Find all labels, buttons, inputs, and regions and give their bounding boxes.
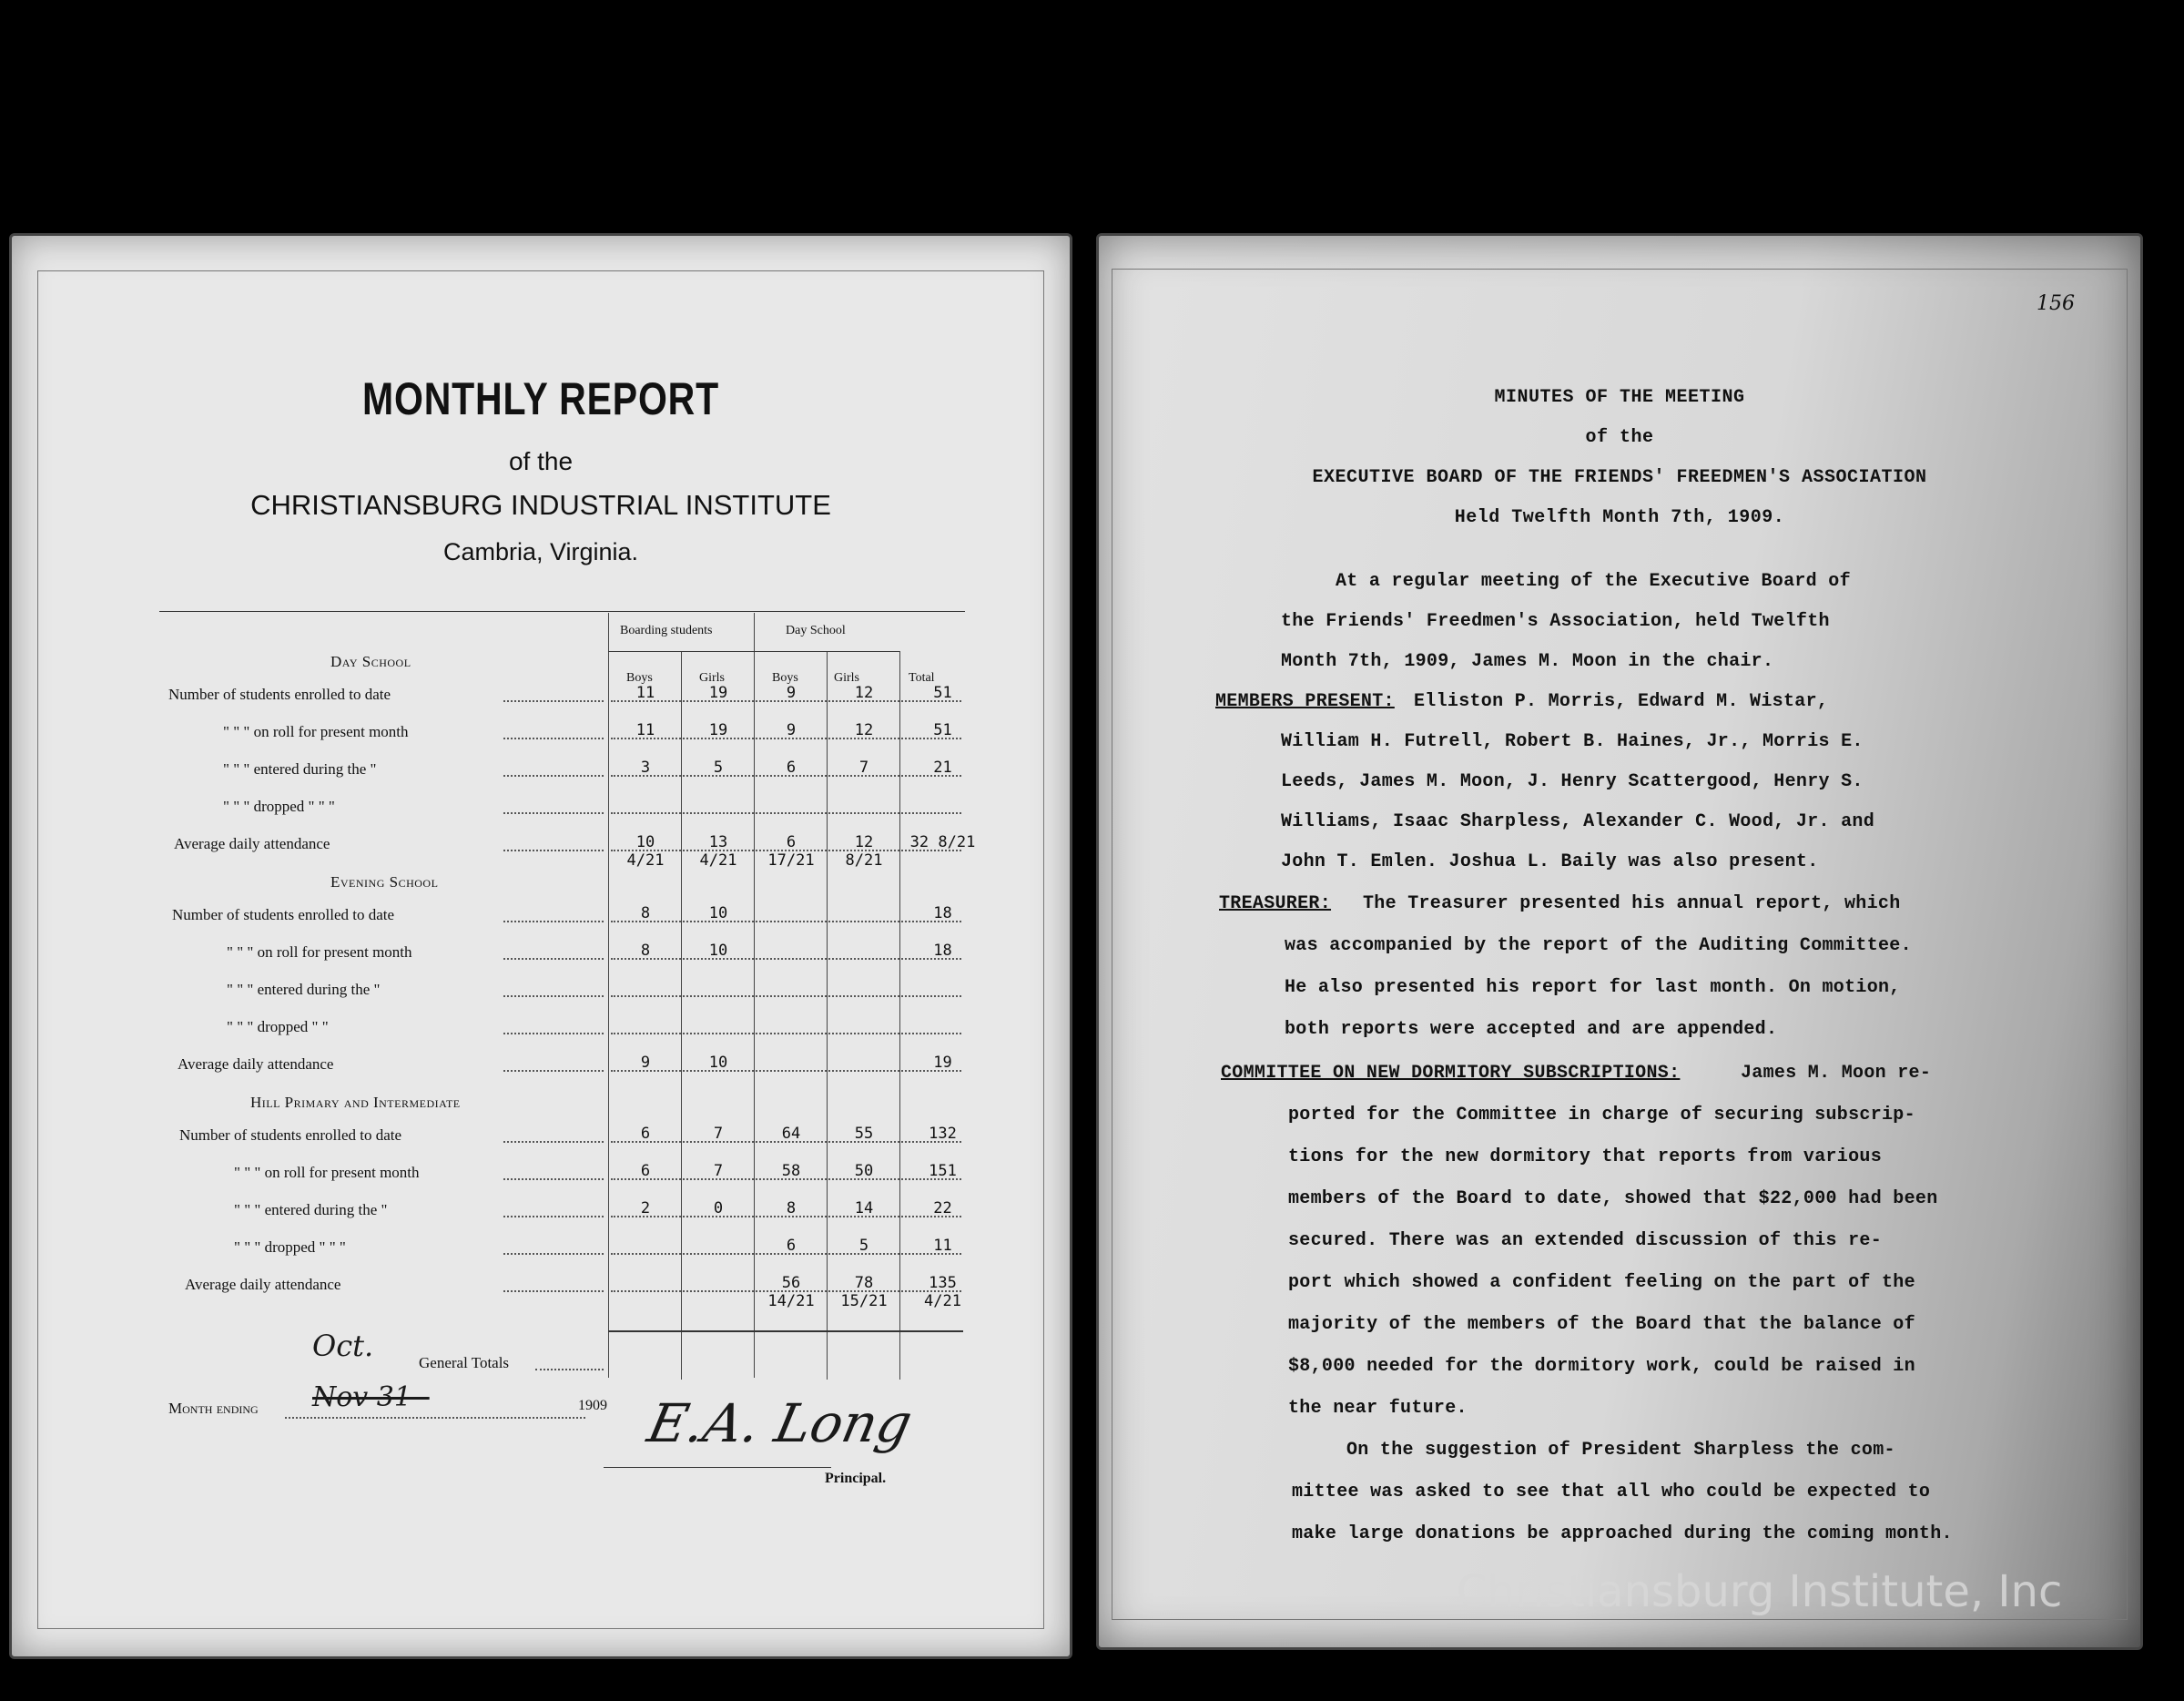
- cell-value: 51: [933, 684, 952, 702]
- row-label: Average daily attendance: [178, 1055, 334, 1073]
- members-present-label: MEMBERS PRESENT:: [1215, 691, 1395, 712]
- row-label: " " " entered during the ": [227, 981, 381, 998]
- report-title: MONTHLY REPORT: [362, 373, 719, 424]
- intro-line: Month 7th, 1909, James M. Moon in the chair.: [1281, 651, 1774, 672]
- header-boarding-students: Boarding students: [620, 624, 713, 637]
- group-header-rule: [608, 651, 899, 652]
- cell-value: 11: [933, 1237, 952, 1255]
- treasurer-line: was accompanied by the report of the Auditing Committee.: [1285, 935, 1912, 956]
- cell-value: 151: [929, 1162, 957, 1180]
- institute-location: Cambria, Virginia.: [442, 538, 639, 565]
- cell-value: 56 14/21: [767, 1274, 815, 1310]
- suggestion-line: make large donations be approached during the coming month.: [1292, 1523, 1953, 1544]
- cell-value: 132: [929, 1125, 957, 1143]
- cell-value: 6: [786, 1237, 797, 1255]
- cell-value: 0: [713, 1199, 724, 1217]
- minutes-board-name: EXECUTIVE BOARD OF THE FRIENDS' FREEDMEN'S ASSOCIATION: [1312, 467, 1927, 488]
- cell-value: 50: [854, 1162, 874, 1180]
- month-correction: Oct.: [312, 1329, 374, 1363]
- cell-value: 7: [713, 1125, 724, 1143]
- minutes-of-the: of the: [1585, 427, 1654, 448]
- cell-value: 78 15/21: [840, 1274, 888, 1310]
- year-printed: 1909: [578, 1398, 607, 1413]
- dot-leader: [503, 1141, 604, 1143]
- cell-value: 51: [933, 721, 952, 739]
- section-title: Day School: [330, 653, 411, 670]
- cell-value: 6: [640, 1162, 651, 1180]
- cell-value: 3: [640, 759, 651, 777]
- month-written: Nov 31 -: [312, 1381, 430, 1413]
- cell-value: 12 8/21: [845, 833, 883, 870]
- section-title: Hill Primary and Intermediate: [250, 1094, 461, 1111]
- cell-value: 7: [713, 1162, 724, 1180]
- row-label: " " " dropped " " ": [234, 1238, 346, 1256]
- members-line: William H. Futrell, Robert B. Haines, Jr., Morris E.: [1281, 731, 1864, 752]
- committee-line: the near future.: [1288, 1398, 1468, 1419]
- minutes-page: [1096, 233, 2143, 1650]
- watermark: Christiansburg Institute, Inc: [1457, 1566, 2063, 1617]
- cell-value: 7: [858, 759, 869, 777]
- cell-value: 9: [786, 721, 797, 739]
- cell-value: 11: [635, 721, 655, 739]
- row-label: Number of students enrolled to date: [168, 686, 391, 703]
- row-label: " " " on roll for present month: [234, 1164, 420, 1181]
- cell-value: 12: [854, 684, 874, 702]
- committee-line: majority of the members of the Board that the balance of: [1288, 1314, 1915, 1335]
- cell-value: 5: [713, 759, 724, 777]
- page-number: 156: [2037, 292, 2075, 315]
- totals-rule: [608, 1330, 963, 1332]
- treasurer-line: The Treasurer presented his annual report, which: [1363, 893, 1901, 914]
- committee-line: secured. There was an extended discussion of this re-: [1288, 1230, 1883, 1251]
- row-label: Average daily attendance: [185, 1276, 341, 1293]
- cell-value: 14: [854, 1199, 874, 1217]
- minutes-date: Held Twelfth Month 7th, 1909.: [1454, 507, 1785, 528]
- dot-leader: [535, 1369, 604, 1370]
- cell-value: 64: [781, 1125, 801, 1143]
- members-line: John T. Emlen. Joshua L. Baily was also present.: [1281, 851, 1819, 872]
- cell-value: 22: [933, 1199, 952, 1217]
- principal-label: Principal.: [825, 1471, 887, 1486]
- col-divider: [899, 651, 900, 1380]
- row-label: " " " entered during the ": [234, 1201, 388, 1218]
- cell-value: 18: [933, 904, 952, 922]
- cell-value: 9: [640, 1054, 651, 1072]
- cell-value: 135 4/21: [924, 1274, 961, 1310]
- intro-line: At a regular meeting of the Executive Board of: [1336, 571, 1851, 592]
- dot-leader: [503, 1290, 604, 1292]
- treasurer-line: both reports were accepted and are appended.: [1285, 1019, 1778, 1040]
- cell-value: 10: [708, 904, 728, 922]
- row-label: Number of students enrolled to date: [172, 906, 395, 923]
- dot-leader: [285, 1417, 585, 1419]
- cell-value: 9: [786, 684, 797, 702]
- committee-line: members of the Board to date, showed that $22,000 had been: [1288, 1188, 1938, 1209]
- institute-name: CHRISTIANSBURG INDUSTRIAL INSTITUTE: [250, 489, 831, 521]
- dot-leader: [503, 738, 604, 739]
- report-of-the: of the: [508, 447, 574, 475]
- table-top-rule: [159, 611, 965, 612]
- row-label: " " " on roll for present month: [223, 723, 409, 740]
- cell-value: 8: [640, 904, 651, 922]
- col-divider: [827, 651, 828, 1380]
- treasurer-line: He also presented his report for last month. On motion,: [1285, 977, 1901, 998]
- committee-line: ported for the Committee in charge of securing subscrip-: [1288, 1105, 1915, 1126]
- header-girls: Girls: [834, 671, 859, 685]
- cell-value: 5: [858, 1237, 869, 1255]
- header-total: Total: [909, 671, 935, 685]
- principal-signature: E.A. Long: [642, 1392, 918, 1454]
- cell-value: 19: [933, 1054, 952, 1072]
- row-dot-line: [611, 812, 961, 814]
- row-label: Average daily attendance: [174, 835, 330, 852]
- row-label: " " " on roll for present month: [227, 943, 412, 961]
- cell-value: 2: [640, 1199, 651, 1217]
- cell-value: 10 4/21: [626, 833, 665, 870]
- members-line: Williams, Isaac Sharpless, Alexander C. Wood, Jr. and: [1281, 811, 1875, 832]
- committee-line: $8,000 needed for the dormitory work, could be raised in: [1288, 1356, 1915, 1377]
- signature-line: [604, 1467, 831, 1468]
- dot-leader: [503, 700, 604, 702]
- cell-value: 12: [854, 721, 874, 739]
- dot-leader: [503, 1033, 604, 1034]
- intro-line: the Friends' Freedmen's Association, held Twelfth: [1281, 611, 1830, 632]
- suggestion-line: mittee was asked to see that all who could be expected to: [1292, 1482, 1931, 1502]
- monthly-report-page: [9, 233, 1072, 1659]
- dot-leader: [503, 958, 604, 960]
- committee-label: COMMITTEE ON NEW DORMITORY SUBSCRIPTIONS:: [1221, 1063, 1681, 1084]
- suggestion-line: On the suggestion of President Sharpless the com-: [1346, 1440, 1895, 1461]
- committee-line: James M. Moon re-: [1741, 1063, 1932, 1084]
- col-divider: [681, 651, 682, 1380]
- header-boys: Boys: [626, 671, 653, 685]
- header-day-school: Day School: [786, 624, 846, 637]
- cell-value: 19: [708, 721, 728, 739]
- dot-leader: [503, 775, 604, 777]
- cell-value: 32 8/21: [909, 833, 976, 851]
- cell-value: 11: [635, 684, 655, 702]
- cell-value: 19: [708, 684, 728, 702]
- committee-line: port which showed a confident feeling on the part of the: [1288, 1272, 1915, 1293]
- cell-value: 8: [786, 1199, 797, 1217]
- row-label: " " " dropped " ": [227, 1018, 329, 1035]
- header-girls: Girls: [699, 671, 725, 685]
- dot-leader: [503, 1178, 604, 1180]
- cell-value: 21: [933, 759, 952, 777]
- row-label: " " " dropped " " ": [223, 798, 335, 815]
- dot-leader: [503, 1253, 604, 1255]
- cell-value: 58: [781, 1162, 801, 1180]
- cell-value: 8: [640, 942, 651, 960]
- header-boys: Boys: [772, 671, 798, 685]
- members-line: Leeds, James M. Moon, J. Henry Scattergood, Henry S.: [1281, 771, 1864, 792]
- general-totals-label: General Totals: [419, 1354, 510, 1371]
- dot-leader: [503, 1070, 604, 1072]
- row-label: " " " entered during the ": [223, 760, 377, 778]
- treasurer-label: TREASURER:: [1219, 893, 1332, 914]
- row-label: Number of students enrolled to date: [179, 1126, 402, 1144]
- dot-leader: [503, 850, 604, 851]
- cell-value: 10: [708, 1054, 728, 1072]
- row-dot-line: [611, 995, 961, 997]
- cell-value: 6 17/21: [767, 833, 815, 870]
- dot-leader: [503, 995, 604, 997]
- cell-value: 6: [786, 759, 797, 777]
- cell-value: 13 4/21: [699, 833, 737, 870]
- dot-leader: [503, 812, 604, 814]
- committee-line: tions for the new dormitory that reports from various: [1288, 1146, 1883, 1167]
- dot-leader: [503, 1216, 604, 1217]
- members-line: Elliston P. Morris, Edward M. Wistar,: [1414, 691, 1829, 712]
- cell-value: 55: [854, 1125, 874, 1143]
- dot-leader: [503, 921, 604, 922]
- cell-value: 18: [933, 942, 952, 960]
- minutes-title: MINUTES OF THE MEETING: [1494, 387, 1745, 408]
- cell-value: 10: [708, 942, 728, 960]
- cell-value: 6: [640, 1125, 651, 1143]
- col-divider: [608, 613, 609, 1378]
- month-ending-label: Month ending: [168, 1400, 259, 1417]
- section-title: Evening School: [330, 873, 439, 891]
- row-dot-line: [611, 1033, 961, 1034]
